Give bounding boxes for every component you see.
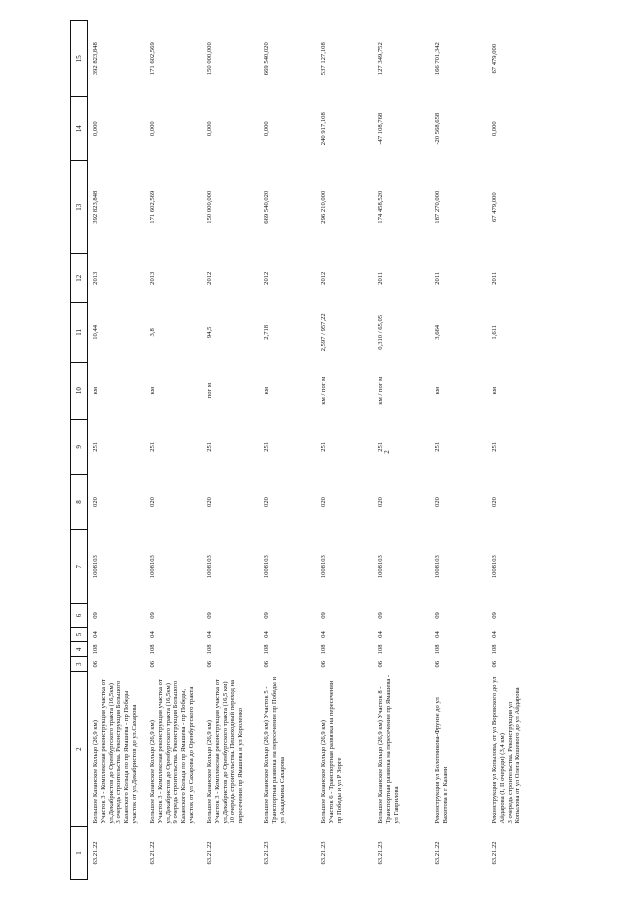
cell-col-6: 09 (206, 612, 213, 619)
budget-table (70, 20, 545, 880)
cell-col-7: 1008103 (491, 555, 498, 579)
cell-amount: 392 823,848 (92, 190, 99, 224)
cell-year: 2011 (377, 271, 384, 285)
cell-unit: пог м (206, 382, 213, 399)
cell-object-name: Большое Казанское Кольцо (26,9 км) Участок 5 - Транспортная развязка на пересечении пр Победы и ул Академика Сахарова (263, 677, 286, 824)
cell-unit: км (149, 386, 156, 395)
cell-adjustment: 0,000 (206, 121, 213, 137)
header-col-13: 13 (71, 161, 88, 254)
cell-unit: км (434, 386, 441, 395)
cell-col-9: 251 (434, 441, 441, 452)
header-col-15: 15 (71, 21, 88, 97)
cell-quantity: 94,5 (206, 326, 213, 339)
cell-quantity: 3,664 (434, 324, 441, 340)
table-body (88, 21, 546, 880)
cell-col-4: 108 (263, 644, 270, 655)
cell-amount: 174 458,520 (377, 190, 384, 224)
cell-year: 2012 (320, 271, 327, 285)
cell-col-5: 04 (263, 631, 270, 638)
cell-col-3: 06 (206, 660, 213, 668)
cell-object-code: 63.21.23 (320, 841, 327, 865)
cell-object-name: Большое Казанское Кольцо (26,9 км) Участок 3 - Комплексная реконструкция участка от ул.Декабристов до Оренбургского тракта (16,5 км) 10 очередь строительства. Пешеходный переход на пересечении пр Ямашева и ул Короленко (206, 679, 245, 824)
table-row (488, 21, 545, 880)
cell-year: 2012 (263, 271, 270, 285)
table-row (317, 21, 374, 880)
cell-col-4: 108 (92, 644, 99, 655)
cell-col-9: 251 (491, 441, 498, 452)
cell-adjustment: 0,000 (149, 121, 156, 137)
header-col-3: 3 (71, 657, 88, 672)
cell-col-3: 06 (92, 660, 99, 668)
table-row (88, 21, 147, 880)
cell-unit: км (263, 386, 270, 395)
cell-year: 2013 (149, 271, 156, 285)
cell-year: 2011 (434, 271, 441, 285)
cell-col-6: 09 (377, 612, 384, 619)
cell-col-9: 251 (206, 441, 213, 452)
cell-unit: км / пог м (377, 376, 384, 405)
header-row (71, 21, 88, 880)
header-col-6: 6 (71, 604, 88, 627)
header-col-5: 5 (71, 627, 88, 642)
cell-adjustment: 0,000 (263, 121, 270, 137)
cell-col-6: 09 (434, 612, 441, 619)
cell-col-7: 1008103 (320, 555, 327, 579)
cell-amount: 669 540,020 (263, 190, 270, 224)
cell-total: 67 479,000 (491, 43, 498, 74)
cell-quantity: 2,597 / 957,22 (320, 313, 327, 352)
cell-col-7: 1008103 (377, 555, 384, 579)
cell-quantity: 3,8 (149, 328, 156, 337)
cell-total: 166 701,342 (434, 42, 441, 76)
cell-col-7: 1008103 (434, 555, 441, 579)
cell-object-name: Большое Казанское Кольцо (26,9 км) Участок 3 - Комплексная реконструкция участка от ул.Декабристов до Оренбургского тракта (16,5км) 9 очередь строительства. Реконструкция Большого Казанского Кольца по пр Ямашева - пр Победы, участок от ул Сахарова до Оренбургского тракта (149, 679, 195, 824)
cell-object-code: 63.21.23 (377, 841, 384, 865)
cell-adjustment: 240 917,108 (320, 112, 327, 146)
cell-col-8: 020 (263, 497, 270, 507)
cell-col-6: 09 (320, 612, 327, 619)
cell-amount: 187 270,000 (434, 190, 441, 224)
cell-col-5: 04 (92, 631, 99, 638)
header-col-8: 8 (71, 474, 88, 529)
cell-col-3: 06 (149, 660, 156, 668)
cell-total: 537 127,108 (320, 42, 327, 76)
header-col-11: 11 (71, 303, 88, 362)
cell-col-6: 09 (92, 612, 99, 619)
cell-col-5: 04 (320, 631, 327, 638)
header-col-7: 7 (71, 530, 88, 604)
cell-col-8: 020 (149, 497, 156, 507)
cell-col-5: 04 (434, 631, 441, 638)
cell-quantity: 0,310 / 65,05 (377, 314, 384, 350)
cell-col-5: 04 (149, 631, 156, 638)
cell-col-6: 09 (149, 612, 156, 619)
cell-quantity: 10,44 (92, 324, 99, 340)
cell-total: 127 349,752 (377, 42, 384, 76)
cell-col-9: 251 (377, 441, 384, 452)
cell-col-8: 020 (491, 497, 498, 507)
cell-amount: 171 602,569 (149, 190, 156, 224)
table-row (431, 21, 488, 880)
cell-col-6: 09 (491, 612, 498, 619)
cell-col-7: 1008103 (206, 555, 213, 579)
cell-col-4: 108 (491, 644, 498, 655)
page-number: 2 (383, 450, 391, 454)
cell-col-5: 04 (491, 631, 498, 638)
table-row (260, 21, 317, 880)
cell-year: 2013 (92, 271, 99, 285)
cell-col-7: 1008103 (149, 555, 156, 579)
cell-total: 392 823,848 (92, 42, 99, 76)
cell-col-3: 06 (320, 660, 327, 668)
cell-col-3: 06 (434, 660, 441, 668)
cell-amount: 296 210,000 (320, 190, 327, 224)
cell-col-5: 04 (206, 631, 213, 638)
cell-col-9: 251 (320, 441, 327, 452)
cell-object-name: Большое Казанское Кольцо (26,9 км) Участок 3 - Комплексная реконструкция участка от ул.Декабристов до Оренбургского тракта (16,5км) 3 очередь строительства. Реконструкция Большого Казанского Кольца по пр Ямашева - пр Победы участок от ул.Декабристов до ул.Сахарова (92, 679, 138, 824)
cell-object-code: 63.21.22 (92, 841, 99, 865)
cell-quantity: 1,611 (491, 325, 498, 340)
cell-object-name: Большое Казанское Кольцо (26,9 км) Участок 6 - Транспортная развязка на пересечении пр Победы и ул Р Зорге (320, 680, 343, 824)
table-row (203, 21, 260, 880)
cell-col-4: 108 (377, 644, 384, 655)
cell-total: 171 602,569 (149, 42, 156, 76)
cell-object-name: Реконструкция ул Копылова, от ул Воровского до ул Айдарова (I, II очереди) (3,4 км) 3 очередь строительства. Реконструкция ул Копылова от ул Олега Кошевого до ул Айдарова (491, 676, 522, 824)
header-col-12: 12 (71, 254, 88, 303)
rotated-budget-table-sheet (70, 20, 630, 880)
table-row (146, 21, 203, 880)
cell-adjustment: 0,000 (491, 121, 498, 137)
cell-col-9: 251 (149, 441, 156, 452)
cell-amount: 67 479,000 (491, 192, 498, 223)
cell-col-4: 108 (434, 644, 441, 655)
cell-col-7: 1008103 (92, 555, 99, 579)
cell-object-code: 63.21.22 (149, 841, 156, 865)
cell-unit: км (92, 386, 99, 395)
cell-col-4: 108 (149, 644, 156, 655)
header-col-1: 1 (71, 826, 88, 879)
cell-adjustment: -47 108,768 (377, 112, 384, 145)
cell-total: 150 000,000 (206, 42, 213, 76)
cell-col-4: 108 (320, 644, 327, 655)
cell-col-7: 1008103 (263, 555, 270, 579)
cell-col-9: 251 (263, 441, 270, 452)
cell-col-5: 04 (377, 631, 384, 638)
cell-year: 2011 (491, 271, 498, 285)
cell-col-8: 020 (320, 497, 327, 507)
cell-col-3: 06 (491, 660, 498, 668)
cell-quantity: 2,718 (263, 324, 270, 340)
cell-amount: 150 000,000 (206, 190, 213, 224)
cell-object-code: 63.21.23 (263, 841, 270, 865)
cell-adjustment: 0,000 (92, 121, 99, 137)
cell-year: 2012 (206, 271, 213, 285)
header-col-14: 14 (71, 97, 88, 161)
cell-unit: км / пог м (320, 376, 327, 405)
cell-object-code: 63.21.22 (491, 841, 498, 865)
header-col-10: 10 (71, 362, 88, 419)
cell-col-8: 020 (206, 497, 213, 507)
cell-col-6: 09 (263, 612, 270, 619)
cell-col-3: 06 (377, 660, 384, 668)
cell-total: 669 540,020 (263, 42, 270, 76)
cell-col-8: 020 (377, 497, 384, 507)
cell-col-8: 020 (434, 497, 441, 507)
cell-col-9: 251 (92, 441, 99, 452)
header-col-2: 2 (71, 672, 88, 827)
cell-object-code: 63.21.22 (434, 841, 441, 865)
cell-adjustment: -20 568,658 (434, 112, 441, 145)
cell-col-3: 06 (263, 660, 270, 668)
cell-col-4: 108 (206, 644, 213, 655)
cell-object-name: Реконструкция ул Болотникова-Фрунзе до ул Вахитова в г Казани (434, 697, 449, 824)
cell-unit: км (491, 386, 498, 395)
cell-col-8: 020 (92, 497, 99, 507)
cell-object-name: Большое Казанское Кольцо (26,9 км) Участок 8 - Транспортная развязка на пересечении пр Ямашева - ул Гаврилова (377, 674, 400, 824)
header-col-9: 9 (71, 419, 88, 474)
cell-object-code: 63.21.22 (206, 841, 213, 865)
header-col-4: 4 (71, 642, 88, 657)
